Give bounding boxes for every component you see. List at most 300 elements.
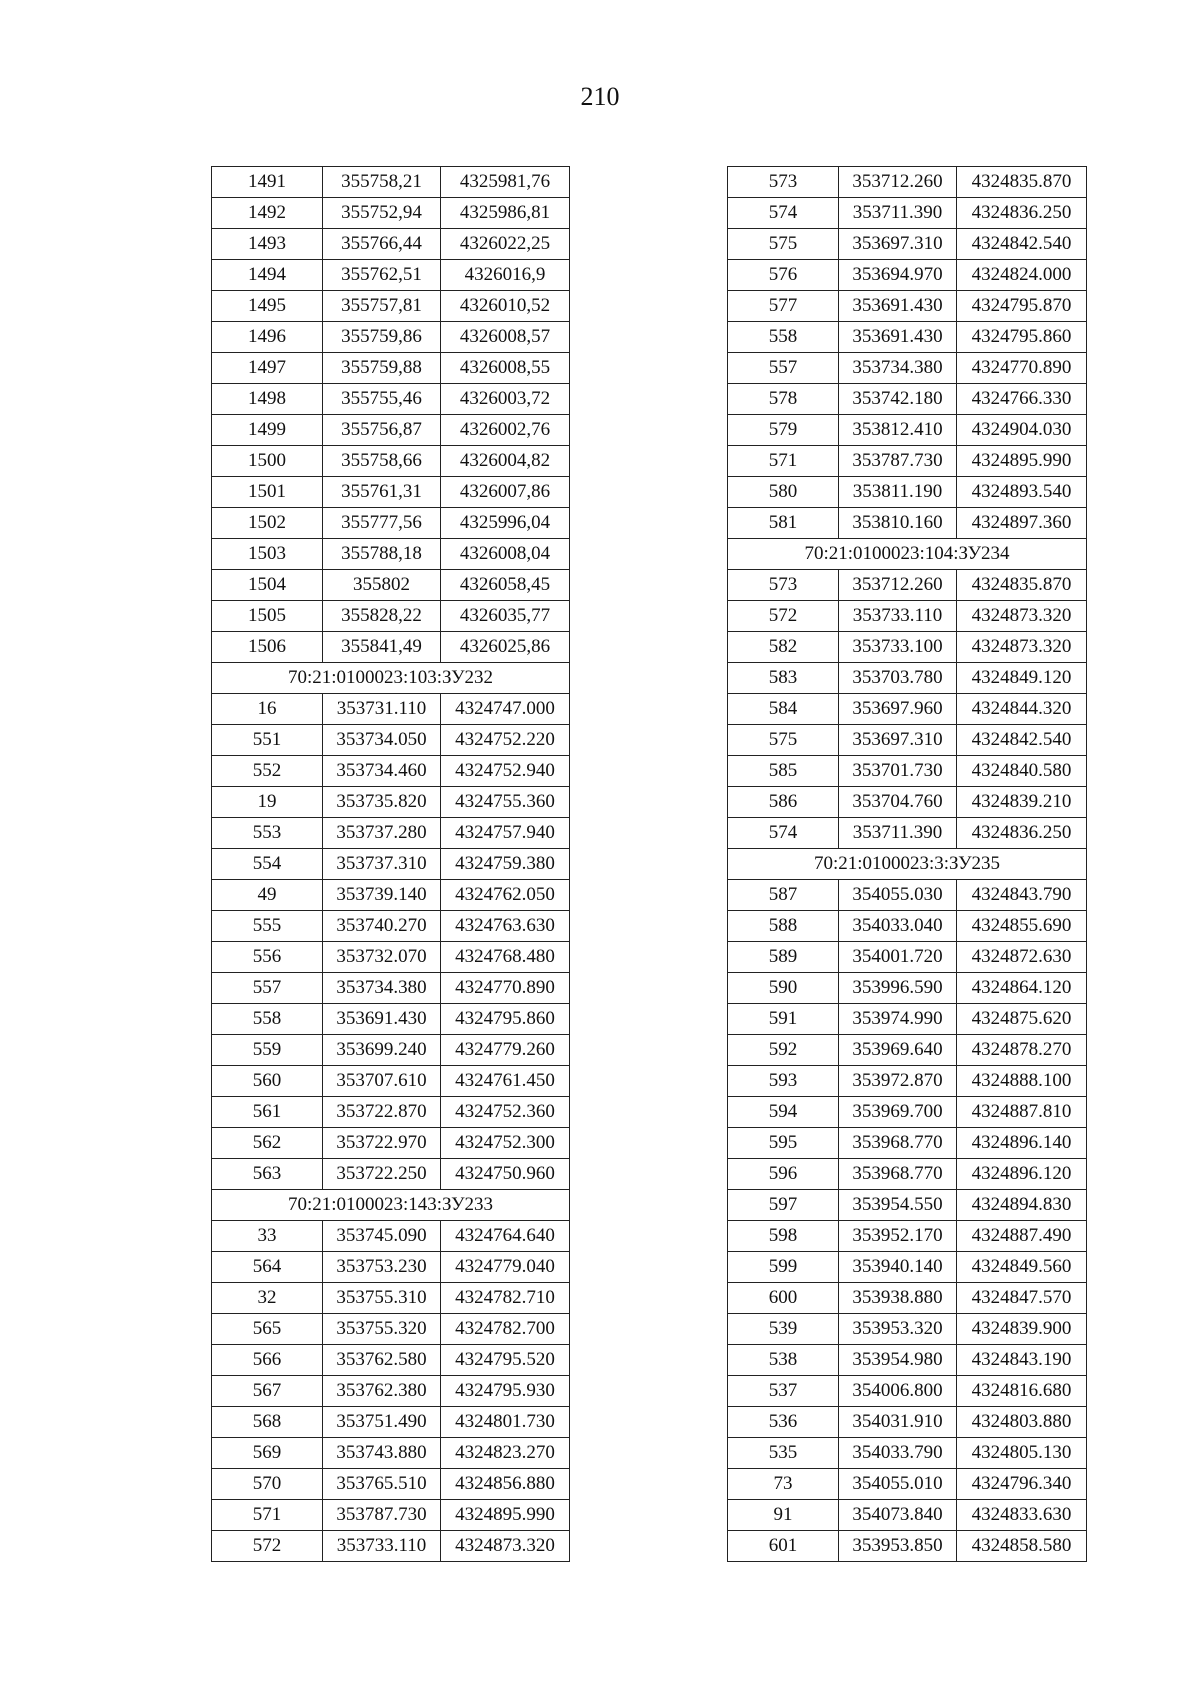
x-coordinate: 353733.110	[839, 601, 957, 632]
table-row	[728, 1035, 1087, 1066]
y-coordinate: 4325996,04	[441, 508, 570, 539]
table-row	[212, 1531, 570, 1562]
table-row	[212, 384, 570, 415]
point-number: 1499	[212, 415, 323, 446]
y-coordinate: 4324752.220	[441, 725, 570, 756]
section-header-row	[212, 663, 570, 694]
y-coordinate: 4324839.900	[957, 1314, 1087, 1345]
point-number: 32	[212, 1283, 323, 1314]
point-number: 557	[212, 973, 323, 1004]
point-number: 579	[728, 415, 839, 446]
point-number: 91	[728, 1500, 839, 1531]
table-row	[212, 1314, 570, 1345]
table-row	[728, 632, 1087, 663]
point-number: 585	[728, 756, 839, 787]
x-coordinate: 355752,94	[323, 198, 441, 229]
x-coordinate: 353722.870	[323, 1097, 441, 1128]
point-number: 589	[728, 942, 839, 973]
table-row	[728, 384, 1087, 415]
table-row	[728, 1190, 1087, 1221]
point-number: 33	[212, 1221, 323, 1252]
table-row	[212, 756, 570, 787]
y-coordinate: 4324770.890	[441, 973, 570, 1004]
x-coordinate: 353755.320	[323, 1314, 441, 1345]
point-number: 560	[212, 1066, 323, 1097]
y-coordinate: 4324878.270	[957, 1035, 1087, 1066]
x-coordinate: 353701.730	[839, 756, 957, 787]
x-coordinate: 353787.730	[839, 446, 957, 477]
y-coordinate: 4324875.620	[957, 1004, 1087, 1035]
point-number: 588	[728, 911, 839, 942]
point-number: 575	[728, 229, 839, 260]
table-row	[728, 787, 1087, 818]
cadastral-number: 70:21:0100023:104:ЗУ234	[728, 539, 1087, 570]
point-number: 551	[212, 725, 323, 756]
y-coordinate: 4324895.990	[441, 1500, 570, 1531]
point-number: 574	[728, 818, 839, 849]
table-row	[728, 973, 1087, 1004]
x-coordinate: 353712.260	[839, 570, 957, 601]
x-coordinate: 353712.260	[839, 167, 957, 198]
table-row	[728, 942, 1087, 973]
point-number: 574	[728, 198, 839, 229]
y-coordinate: 4324768.480	[441, 942, 570, 973]
x-coordinate: 353733.110	[323, 1531, 441, 1562]
x-coordinate: 355802	[323, 570, 441, 601]
point-number: 49	[212, 880, 323, 911]
y-coordinate: 4324864.120	[957, 973, 1087, 1004]
point-number: 576	[728, 260, 839, 291]
point-number: 555	[212, 911, 323, 942]
x-coordinate: 355766,44	[323, 229, 441, 260]
x-coordinate: 353734.460	[323, 756, 441, 787]
x-coordinate: 353697.310	[839, 229, 957, 260]
table-row	[728, 1283, 1087, 1314]
x-coordinate: 353722.970	[323, 1128, 441, 1159]
x-coordinate: 353745.090	[323, 1221, 441, 1252]
y-coordinate: 4324836.250	[957, 818, 1087, 849]
x-coordinate: 354031.910	[839, 1407, 957, 1438]
table-row	[728, 260, 1087, 291]
y-coordinate: 4326004,82	[441, 446, 570, 477]
point-number: 580	[728, 477, 839, 508]
table-row	[212, 446, 570, 477]
y-coordinate: 4324824.000	[957, 260, 1087, 291]
point-number: 565	[212, 1314, 323, 1345]
table-row	[728, 1407, 1087, 1438]
point-number: 566	[212, 1345, 323, 1376]
x-coordinate: 355759,88	[323, 353, 441, 384]
y-coordinate: 4324873.320	[441, 1531, 570, 1562]
table-row	[728, 229, 1087, 260]
point-number: 537	[728, 1376, 839, 1407]
point-number: 1492	[212, 198, 323, 229]
table-row	[212, 725, 570, 756]
x-coordinate: 353703.780	[839, 663, 957, 694]
table-row	[212, 632, 570, 663]
coordinates-table-left	[211, 166, 570, 1562]
table-row	[212, 570, 570, 601]
table-row	[728, 601, 1087, 632]
x-coordinate: 353734.380	[839, 353, 957, 384]
y-coordinate: 4324796.340	[957, 1469, 1087, 1500]
x-coordinate: 355762,51	[323, 260, 441, 291]
x-coordinate: 353733.100	[839, 632, 957, 663]
y-coordinate: 4324896.120	[957, 1159, 1087, 1190]
point-number: 554	[212, 849, 323, 880]
y-coordinate: 4324757.940	[441, 818, 570, 849]
table-row	[212, 601, 570, 632]
point-number: 581	[728, 508, 839, 539]
y-coordinate: 4324849.120	[957, 663, 1087, 694]
y-coordinate: 4324836.250	[957, 198, 1087, 229]
point-number: 1498	[212, 384, 323, 415]
y-coordinate: 4324844.320	[957, 694, 1087, 725]
table-row	[212, 322, 570, 353]
point-number: 538	[728, 1345, 839, 1376]
point-number: 597	[728, 1190, 839, 1221]
point-number: 590	[728, 973, 839, 1004]
x-coordinate: 353968.770	[839, 1128, 957, 1159]
y-coordinate: 4324840.580	[957, 756, 1087, 787]
y-coordinate: 4326007,86	[441, 477, 570, 508]
cadastral-number: 70:21:0100023:143:ЗУ233	[212, 1190, 570, 1221]
y-coordinate: 4326002,76	[441, 415, 570, 446]
table-row	[212, 942, 570, 973]
x-coordinate: 355756,87	[323, 415, 441, 446]
x-coordinate: 353707.610	[323, 1066, 441, 1097]
y-coordinate: 4324855.690	[957, 911, 1087, 942]
table-row	[212, 477, 570, 508]
point-number: 1494	[212, 260, 323, 291]
table-row	[212, 1407, 570, 1438]
x-coordinate: 353952.170	[839, 1221, 957, 1252]
table-row	[728, 477, 1087, 508]
x-coordinate: 353734.380	[323, 973, 441, 1004]
point-number: 558	[728, 322, 839, 353]
x-coordinate: 355755,46	[323, 384, 441, 415]
y-coordinate: 4324766.330	[957, 384, 1087, 415]
table-row	[728, 1221, 1087, 1252]
x-coordinate: 354055.030	[839, 880, 957, 911]
y-coordinate: 4326016,9	[441, 260, 570, 291]
y-coordinate: 4326008,55	[441, 353, 570, 384]
table-row	[728, 1438, 1087, 1469]
x-coordinate: 353969.700	[839, 1097, 957, 1128]
x-coordinate: 353787.730	[323, 1500, 441, 1531]
y-coordinate: 4324842.540	[957, 725, 1087, 756]
x-coordinate: 353743.880	[323, 1438, 441, 1469]
x-coordinate: 353737.310	[323, 849, 441, 880]
point-number: 599	[728, 1252, 839, 1283]
point-number: 587	[728, 880, 839, 911]
point-number: 594	[728, 1097, 839, 1128]
table-row	[212, 1221, 570, 1252]
table-row	[728, 1004, 1087, 1035]
table-row	[728, 322, 1087, 353]
table-row	[728, 1066, 1087, 1097]
point-number: 552	[212, 756, 323, 787]
table-row	[212, 1035, 570, 1066]
x-coordinate: 355841,49	[323, 632, 441, 663]
table-row	[212, 1500, 570, 1531]
point-number: 570	[212, 1469, 323, 1500]
table-row	[212, 260, 570, 291]
table-row	[728, 570, 1087, 601]
x-coordinate: 353762.580	[323, 1345, 441, 1376]
point-number: 601	[728, 1531, 839, 1562]
table-row	[212, 291, 570, 322]
x-coordinate: 353969.640	[839, 1035, 957, 1066]
x-coordinate: 354033.790	[839, 1438, 957, 1469]
table-row	[728, 756, 1087, 787]
x-coordinate: 353953.320	[839, 1314, 957, 1345]
table-row	[728, 1128, 1087, 1159]
table-row	[212, 818, 570, 849]
point-number: 556	[212, 942, 323, 973]
point-number: 569	[212, 1438, 323, 1469]
point-number: 559	[212, 1035, 323, 1066]
table-row	[728, 1469, 1087, 1500]
point-number: 592	[728, 1035, 839, 1066]
y-coordinate: 4326010,52	[441, 291, 570, 322]
y-coordinate: 4324839.210	[957, 787, 1087, 818]
y-coordinate: 4324887.490	[957, 1221, 1087, 1252]
x-coordinate: 353737.280	[323, 818, 441, 849]
y-coordinate: 4324842.540	[957, 229, 1087, 260]
x-coordinate: 353740.270	[323, 911, 441, 942]
table-row	[728, 725, 1087, 756]
y-coordinate: 4324893.540	[957, 477, 1087, 508]
table-row	[728, 911, 1087, 942]
y-coordinate: 4324755.360	[441, 787, 570, 818]
x-coordinate: 355758,21	[323, 167, 441, 198]
table-row	[728, 508, 1087, 539]
point-number: 563	[212, 1159, 323, 1190]
x-coordinate: 353996.590	[839, 973, 957, 1004]
table-row	[212, 1376, 570, 1407]
x-coordinate: 353704.760	[839, 787, 957, 818]
point-number: 596	[728, 1159, 839, 1190]
point-number: 1500	[212, 446, 323, 477]
point-number: 1506	[212, 632, 323, 663]
cadastral-number: 70:21:0100023:3:ЗУ235	[728, 849, 1087, 880]
table-row	[728, 415, 1087, 446]
y-coordinate: 4324752.300	[441, 1128, 570, 1159]
point-number: 567	[212, 1376, 323, 1407]
table-row	[212, 508, 570, 539]
y-coordinate: 4326022,25	[441, 229, 570, 260]
x-coordinate: 353954.550	[839, 1190, 957, 1221]
y-coordinate: 4324801.730	[441, 1407, 570, 1438]
y-coordinate: 4324895.990	[957, 446, 1087, 477]
table-row	[728, 1314, 1087, 1345]
section-header-row	[728, 849, 1087, 880]
y-coordinate: 4326008,57	[441, 322, 570, 353]
cadastral-number: 70:21:0100023:103:ЗУ232	[212, 663, 570, 694]
x-coordinate: 353711.390	[839, 198, 957, 229]
y-coordinate: 4326058,45	[441, 570, 570, 601]
table-row	[212, 1159, 570, 1190]
point-number: 553	[212, 818, 323, 849]
y-coordinate: 4324805.130	[957, 1438, 1087, 1469]
y-coordinate: 4324782.710	[441, 1283, 570, 1314]
y-coordinate: 4326035,77	[441, 601, 570, 632]
y-coordinate: 4324761.450	[441, 1066, 570, 1097]
y-coordinate: 4324894.830	[957, 1190, 1087, 1221]
x-coordinate: 353691.430	[323, 1004, 441, 1035]
section-header-row	[728, 539, 1087, 570]
point-number: 558	[212, 1004, 323, 1035]
table-row	[212, 539, 570, 570]
x-coordinate: 355788,18	[323, 539, 441, 570]
y-coordinate: 4324858.580	[957, 1531, 1087, 1562]
x-coordinate: 353699.240	[323, 1035, 441, 1066]
table-row	[212, 1438, 570, 1469]
point-number: 586	[728, 787, 839, 818]
table-row	[212, 880, 570, 911]
table-row	[212, 167, 570, 198]
x-coordinate: 354055.010	[839, 1469, 957, 1500]
x-coordinate: 353753.230	[323, 1252, 441, 1283]
y-coordinate: 4324843.190	[957, 1345, 1087, 1376]
point-number: 562	[212, 1128, 323, 1159]
point-number: 600	[728, 1283, 839, 1314]
point-number: 582	[728, 632, 839, 663]
coordinates-table-right	[727, 166, 1087, 1562]
table-row	[728, 880, 1087, 911]
y-coordinate: 4324762.050	[441, 880, 570, 911]
y-coordinate: 4324823.270	[441, 1438, 570, 1469]
table-row	[728, 1345, 1087, 1376]
point-number: 578	[728, 384, 839, 415]
point-number: 539	[728, 1314, 839, 1345]
point-number: 19	[212, 787, 323, 818]
table-row	[728, 446, 1087, 477]
point-number: 577	[728, 291, 839, 322]
point-number: 1496	[212, 322, 323, 353]
x-coordinate: 353938.880	[839, 1283, 957, 1314]
table-row	[212, 973, 570, 1004]
x-coordinate: 354073.840	[839, 1500, 957, 1531]
point-number: 591	[728, 1004, 839, 1035]
x-coordinate: 353765.510	[323, 1469, 441, 1500]
point-number: 593	[728, 1066, 839, 1097]
x-coordinate: 355757,81	[323, 291, 441, 322]
point-number: 575	[728, 725, 839, 756]
y-coordinate: 4324803.880	[957, 1407, 1087, 1438]
x-coordinate: 353711.390	[839, 818, 957, 849]
y-coordinate: 4324795.520	[441, 1345, 570, 1376]
x-coordinate: 353739.140	[323, 880, 441, 911]
table-row	[212, 694, 570, 725]
point-number: 583	[728, 663, 839, 694]
table-row	[212, 353, 570, 384]
y-coordinate: 4324795.930	[441, 1376, 570, 1407]
x-coordinate: 353697.960	[839, 694, 957, 725]
point-number: 1503	[212, 539, 323, 570]
table-row	[212, 198, 570, 229]
point-number: 1497	[212, 353, 323, 384]
x-coordinate: 353732.070	[323, 942, 441, 973]
x-coordinate: 355759,86	[323, 322, 441, 353]
x-coordinate: 353742.180	[839, 384, 957, 415]
x-coordinate: 353722.250	[323, 1159, 441, 1190]
y-coordinate: 4324856.880	[441, 1469, 570, 1500]
y-coordinate: 4324849.560	[957, 1252, 1087, 1283]
table-row	[728, 1531, 1087, 1562]
x-coordinate: 353734.050	[323, 725, 441, 756]
x-coordinate: 355758,66	[323, 446, 441, 477]
table-row	[728, 167, 1087, 198]
y-coordinate: 4324795.870	[957, 291, 1087, 322]
y-coordinate: 4324887.810	[957, 1097, 1087, 1128]
table-row	[212, 1283, 570, 1314]
point-number: 1502	[212, 508, 323, 539]
y-coordinate: 4326008,04	[441, 539, 570, 570]
y-coordinate: 4326025,86	[441, 632, 570, 663]
y-coordinate: 4324873.320	[957, 601, 1087, 632]
table-row	[728, 694, 1087, 725]
table-row	[728, 818, 1087, 849]
y-coordinate: 4324872.630	[957, 942, 1087, 973]
x-coordinate: 353940.140	[839, 1252, 957, 1283]
table-row	[212, 229, 570, 260]
y-coordinate: 4325981,76	[441, 167, 570, 198]
table-row	[212, 1252, 570, 1283]
point-number: 536	[728, 1407, 839, 1438]
y-coordinate: 4324752.940	[441, 756, 570, 787]
y-coordinate: 4324835.870	[957, 167, 1087, 198]
x-coordinate: 353954.980	[839, 1345, 957, 1376]
x-coordinate: 353731.110	[323, 694, 441, 725]
point-number: 572	[728, 601, 839, 632]
table-row	[728, 1376, 1087, 1407]
table-row	[212, 911, 570, 942]
x-coordinate: 355828,22	[323, 601, 441, 632]
table-row	[212, 1128, 570, 1159]
point-number: 568	[212, 1407, 323, 1438]
point-number: 598	[728, 1221, 839, 1252]
y-coordinate: 4324779.040	[441, 1252, 570, 1283]
y-coordinate: 4324888.100	[957, 1066, 1087, 1097]
table-row	[212, 1066, 570, 1097]
y-coordinate: 4324747.000	[441, 694, 570, 725]
x-coordinate: 353953.850	[839, 1531, 957, 1562]
point-number: 584	[728, 694, 839, 725]
x-coordinate: 353974.990	[839, 1004, 957, 1035]
x-coordinate: 353691.430	[839, 291, 957, 322]
x-coordinate: 354033.040	[839, 911, 957, 942]
y-coordinate: 4324752.360	[441, 1097, 570, 1128]
point-number: 572	[212, 1531, 323, 1562]
y-coordinate: 4324816.680	[957, 1376, 1087, 1407]
table-row	[212, 1469, 570, 1500]
point-number: 595	[728, 1128, 839, 1159]
x-coordinate: 353691.430	[839, 322, 957, 353]
y-coordinate: 4324764.640	[441, 1221, 570, 1252]
y-coordinate: 4324759.380	[441, 849, 570, 880]
y-coordinate: 4324835.870	[957, 570, 1087, 601]
table-row	[728, 291, 1087, 322]
x-coordinate: 353735.820	[323, 787, 441, 818]
table-row	[728, 1500, 1087, 1531]
table-row	[212, 1004, 570, 1035]
x-coordinate: 353811.190	[839, 477, 957, 508]
y-coordinate: 4324763.630	[441, 911, 570, 942]
x-coordinate: 355777,56	[323, 508, 441, 539]
point-number: 73	[728, 1469, 839, 1500]
